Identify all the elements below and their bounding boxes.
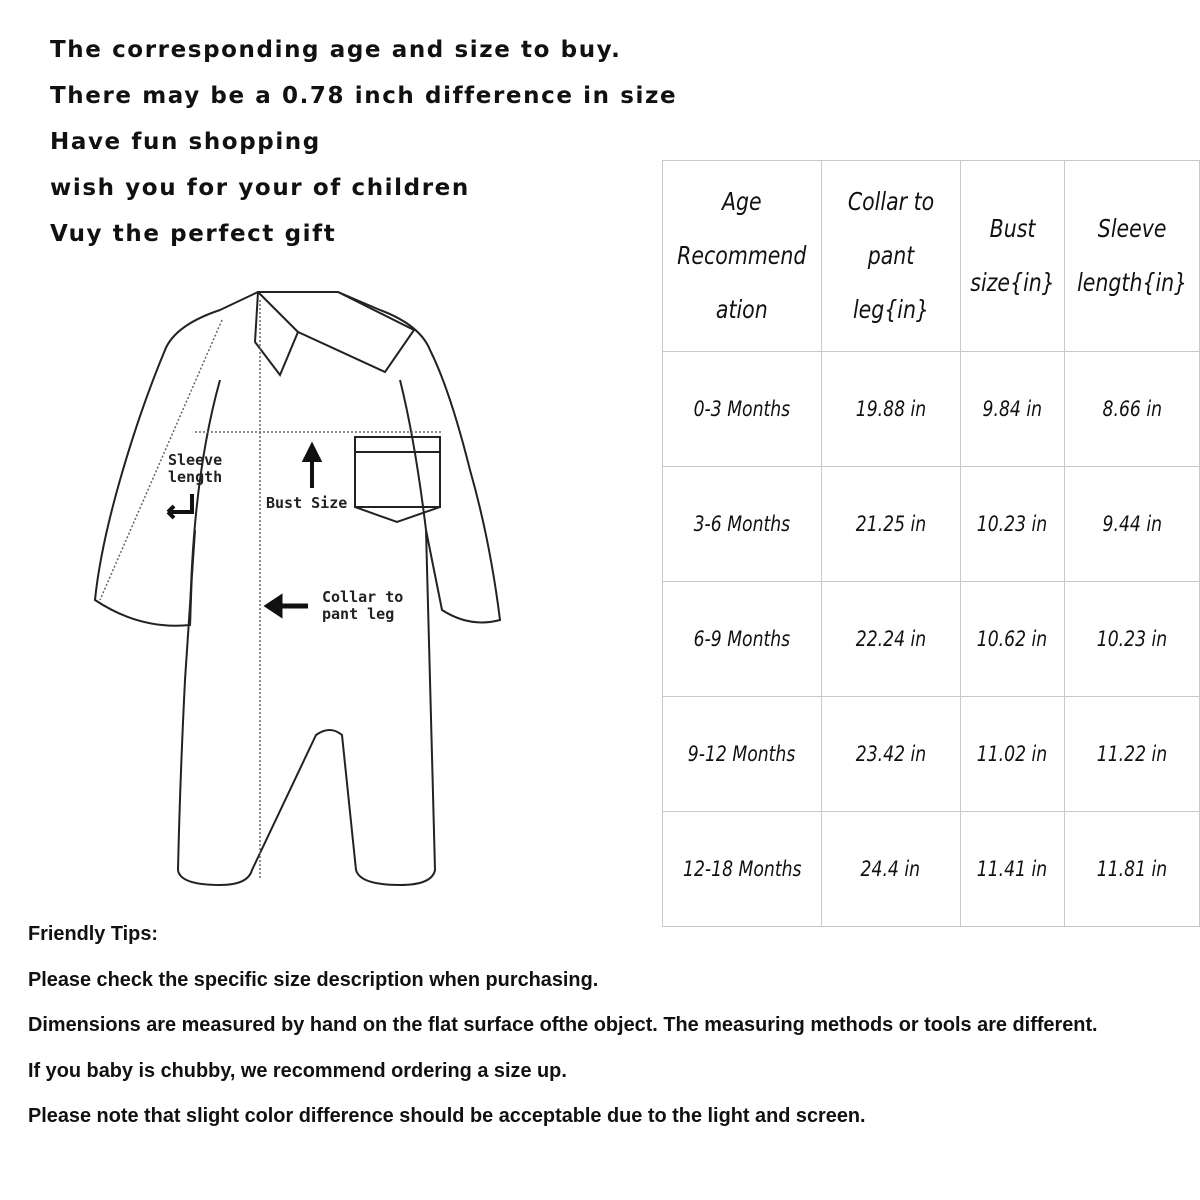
tip-line: If you baby is chubby, we recommend ordering a size up. (28, 1058, 567, 1082)
bust-size-label: Bust Size (266, 494, 348, 512)
tips-heading: Friendly Tips: (28, 922, 159, 945)
cell-collar: 23.42 in (821, 697, 960, 812)
tip-line: Dimensions are measured by hand on the flat surface ofthe object. The measuring methods or tools are different. (28, 1013, 1098, 1036)
cell-bust: 11.02 in (960, 697, 1064, 812)
cell-collar: 22.24 in (821, 582, 960, 697)
table-header-row (663, 161, 1200, 352)
intro-line: The corresponding age and size to buy. (50, 37, 622, 63)
sleeve-length-label (168, 452, 222, 486)
cell-sleeve: 9.44 in (1064, 467, 1199, 582)
cell-bust: 10.62 in (960, 582, 1064, 697)
cell-sleeve: 11.81 in (1064, 812, 1199, 927)
intro-text (50, 34, 677, 264)
cell-age: 9-12 Months (663, 697, 822, 812)
label-line: Sleeve (168, 451, 223, 469)
header-age: Age Recommend ation (663, 161, 822, 352)
romper-outline (95, 292, 500, 885)
cell-age: 12-18 Months (663, 812, 822, 927)
header-bust-size: Bust size{in} (960, 161, 1064, 352)
table-row (663, 812, 1200, 927)
label-line: pant leg (322, 605, 395, 623)
intro-line: There may be a 0.78 inch difference in size (50, 83, 678, 109)
cell-age: 6-9 Months (663, 582, 822, 697)
sleeve-arrow-icon (168, 494, 192, 518)
cell-bust: 11.41 in (960, 812, 1064, 927)
bust-arrow-icon (305, 446, 319, 488)
table-row (663, 582, 1200, 697)
friendly-tips (28, 920, 1131, 1148)
cell-sleeve: 10.23 in (1064, 582, 1199, 697)
size-table (662, 160, 1200, 927)
pocket (355, 437, 440, 507)
intro-line: wish you for your of children (50, 175, 470, 201)
cell-collar: 24.4 in (821, 812, 960, 927)
cell-age: 0-3 Months (663, 352, 822, 467)
table-row (663, 352, 1200, 467)
cell-collar: 21.25 in (821, 467, 960, 582)
label-line: Collar to (322, 588, 404, 606)
tip-line: Please check the specific size description when purchasing. (28, 967, 599, 991)
cell-age: 3-6 Months (663, 467, 822, 582)
label-line: length (168, 468, 223, 486)
cell-bust: 10.23 in (960, 467, 1064, 582)
cell-collar: 19.88 in (821, 352, 960, 467)
tip-line: Please note that slight color difference should be acceptable due to the light and screen. (28, 1104, 866, 1127)
cell-sleeve: 11.22 in (1064, 697, 1199, 812)
cell-sleeve: 8.66 in (1064, 352, 1199, 467)
table-row (663, 467, 1200, 582)
collar (255, 292, 414, 375)
collar-to-pant-leg-label (322, 589, 403, 623)
intro-line: Have fun shopping (50, 129, 321, 155)
intro-line: Vuy the perfect gift (50, 221, 337, 247)
collar-arrow-icon (268, 598, 308, 614)
header-sleeve-length: Sleeve length{in} (1064, 161, 1199, 352)
table-row (663, 697, 1200, 812)
cell-bust: 9.84 in (960, 352, 1064, 467)
romper-diagram (80, 280, 520, 900)
header-collar-to-pant-leg: Collar to pant leg{in} (821, 161, 960, 352)
